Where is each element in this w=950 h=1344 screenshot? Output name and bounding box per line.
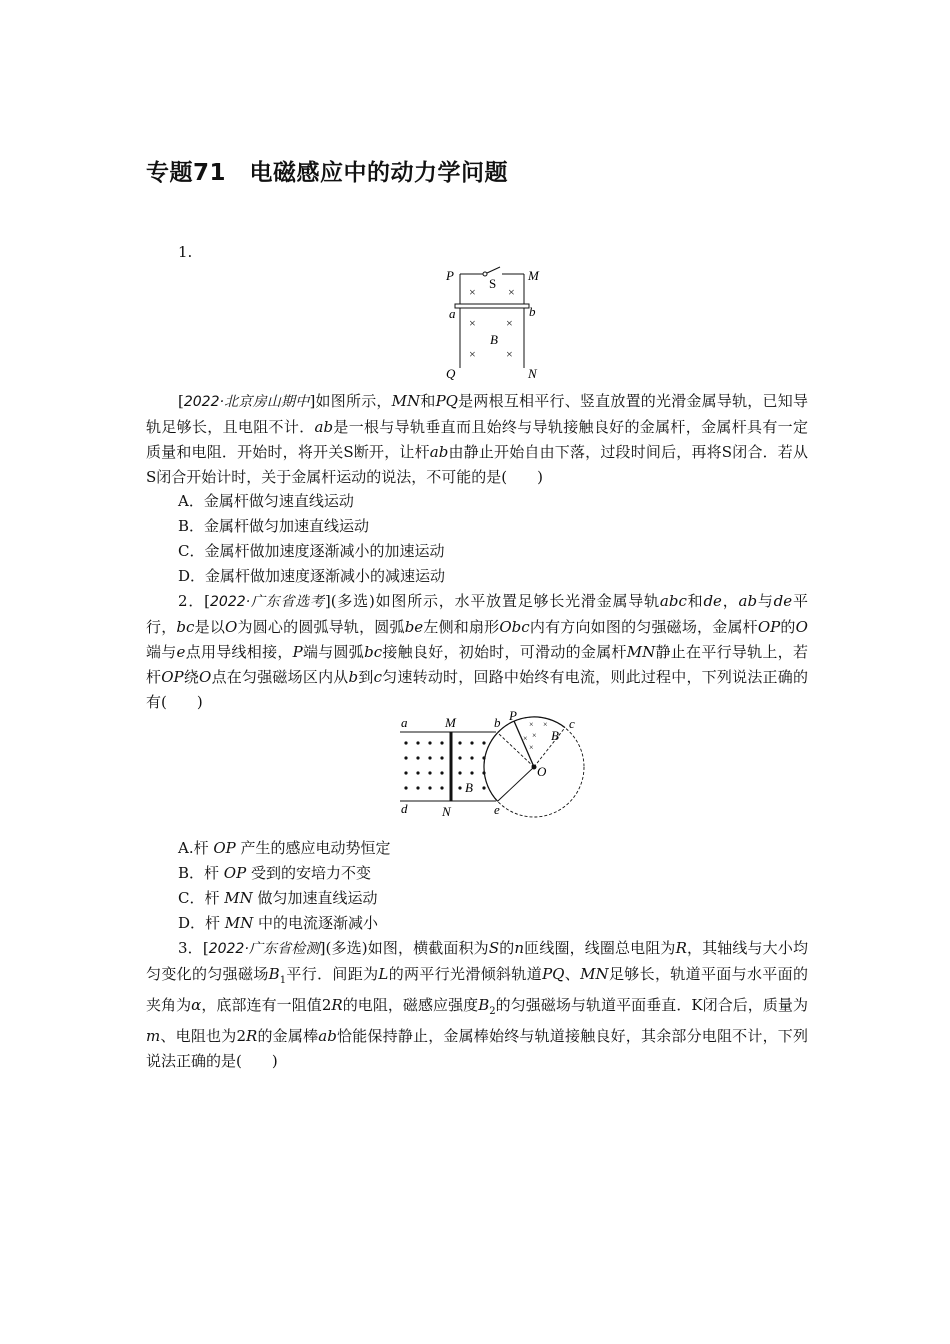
q1-fig-cross: ×	[469, 347, 476, 361]
q1-figure-rails-switch	[440, 264, 550, 382]
field-dot	[482, 771, 485, 774]
q2-option-a: A.杆 OP 产生的感应电动势恒定	[178, 839, 391, 857]
q1-option-d: D．金属杆做加速度逐渐减小的减速运动	[178, 567, 446, 585]
q1-fig-label-B: B	[490, 332, 498, 347]
field-dot	[440, 741, 443, 744]
q1-fig-cross: ×	[469, 316, 476, 330]
field-dot	[458, 741, 461, 744]
q2-option-b: B．杆 OP 受到的安培力不变	[178, 864, 371, 882]
q2-fig-cross: ×	[529, 743, 534, 752]
q2-option-c: C．杆 MN 做匀加速直线运动	[178, 889, 378, 907]
field-dot	[416, 771, 419, 774]
q2-fig-label-B-sector: B	[551, 728, 559, 743]
field-dot	[404, 786, 407, 789]
field-dot	[416, 756, 419, 759]
field-dot	[416, 786, 419, 789]
q2-fig-label-e: e	[494, 802, 500, 817]
q2-fig-label-B-rails: B	[465, 780, 473, 795]
field-dot	[470, 741, 473, 744]
field-dot	[428, 771, 431, 774]
q2-fig-label-c: c	[569, 716, 575, 731]
field-dot	[440, 756, 443, 759]
page-title: 专题71 电磁感应中的动力学问题	[146, 160, 509, 186]
field-dot	[458, 786, 461, 789]
field-dot	[428, 741, 431, 744]
q1-fig-cross: ×	[508, 285, 515, 299]
q2-figure-rails-arc	[396, 710, 590, 822]
field-dot	[482, 756, 485, 759]
q2-fig-label-P: P	[509, 710, 517, 723]
q1-fig-cross: ×	[506, 316, 513, 330]
q1-fig-label-S: S	[489, 276, 497, 291]
q2-fig-label-a: a	[401, 715, 408, 730]
q1-fig-cross: ×	[469, 285, 476, 299]
q2-fig-label-b: b	[494, 715, 501, 730]
q2-fig-cross: ×	[532, 731, 537, 740]
question-source: 2022·广东省选考	[210, 594, 325, 610]
q2-fig-cross: ×	[529, 720, 534, 729]
q2-fig-cross: ×	[543, 720, 548, 729]
q2-fig-label-N: N	[442, 804, 451, 819]
q2-field-dots	[404, 741, 485, 789]
q2-fig-label-M: M	[445, 715, 456, 730]
q1-fig-label-Q: Q	[446, 366, 456, 381]
field-dot	[404, 756, 407, 759]
q2-option-d: D．杆 MN 中的电流逐渐减小	[178, 914, 379, 932]
q2-fig-label-O: O	[537, 764, 547, 779]
q1-fig-label-N: N	[528, 366, 537, 381]
question-source: 2022·北京房山期中	[183, 394, 310, 410]
q1-option-b: B．金属杆做匀加速直线运动	[178, 517, 370, 535]
field-dot	[482, 786, 485, 789]
question-2-stem: 2．[2022·广东省选考](多选)如图所示，水平放置足够长光滑金属导轨abc和de，ab与de平行，bc是以O为圆心的圆弧导轨，圆弧be左侧和扇形Obc内有方向如图的匀强磁场，金属杆OP的O端与e点用导线相接，P端与圆弧bc接触良好，初始时，可滑动的金属杆MN静止在平行导轨上，若杆OP绕O点在匀强磁场区内从b到c匀速转动时，回路中始终有电流，则此过程中，下列说法正确的有( )	[146, 592, 808, 711]
field-dot	[404, 741, 407, 744]
field-dot	[458, 756, 461, 759]
field-dot	[404, 771, 407, 774]
field-dot	[416, 741, 419, 744]
field-dot	[440, 786, 443, 789]
field-dot	[458, 771, 461, 774]
question-3-number: 3．	[178, 939, 203, 957]
question-2-number: 2．	[178, 592, 205, 610]
q1-option-a: A．金属杆做匀速直线运动	[178, 492, 354, 510]
q1-fig-label-M: M	[528, 268, 539, 283]
q1-fig-label-b: b	[529, 304, 536, 319]
question-3-stem: 3．[2022·广东省检测](多选)如图，横截面积为S的n匝线圈，线圈总电阻为R，其轴线与大小均匀变化的匀强磁场$B_1$平行．间距为L的两平行光滑倾斜轨道PQ、MN足够长，轨道平面与水平面的夹角为α，底部连有一阻值2R的电阻，磁感应强度$B_2$的匀强磁场与轨道平面垂直．K闭合后，质量为m、电阻也为2R的金属棒ab恰能保持静止，金属棒始终与轨道接触良好，其余部分电阻不计，下列说法正确的是( )	[146, 939, 808, 1070]
q1-fig-cross: ×	[506, 347, 513, 361]
question-1-stem: [2022·北京房山期中]如图所示，MN和PQ是两根互相平行、竖直放置的光滑金属导轨，已知导轨足够长，且电阻不计．ab是一根与导轨垂直而且始终与导轨接触良好的金属杆，金属杆具有一定质量和电阻．开始时，将开关S断开，让杆ab由静止开始自由下落，过段时间后，再将S闭合．若从S闭合开始计时，关于金属杆运动的说法，不可能的是( )	[146, 392, 808, 486]
q2-fig-cross: ×	[523, 734, 528, 743]
field-dot	[482, 741, 485, 744]
field-dot	[470, 756, 473, 759]
field-dot	[428, 756, 431, 759]
question-1-number: 1.	[178, 243, 193, 261]
q1-fig-label-P: P	[446, 268, 454, 283]
question-source: 2022·广东省检测	[208, 941, 320, 957]
q1-fig-label-a: a	[449, 306, 456, 321]
field-dot	[428, 786, 431, 789]
field-dot	[470, 771, 473, 774]
q1-option-c: C．金属杆做加速度逐渐减小的加速运动	[178, 542, 445, 560]
q2-fig-label-d: d	[401, 801, 408, 816]
field-dot	[440, 771, 443, 774]
